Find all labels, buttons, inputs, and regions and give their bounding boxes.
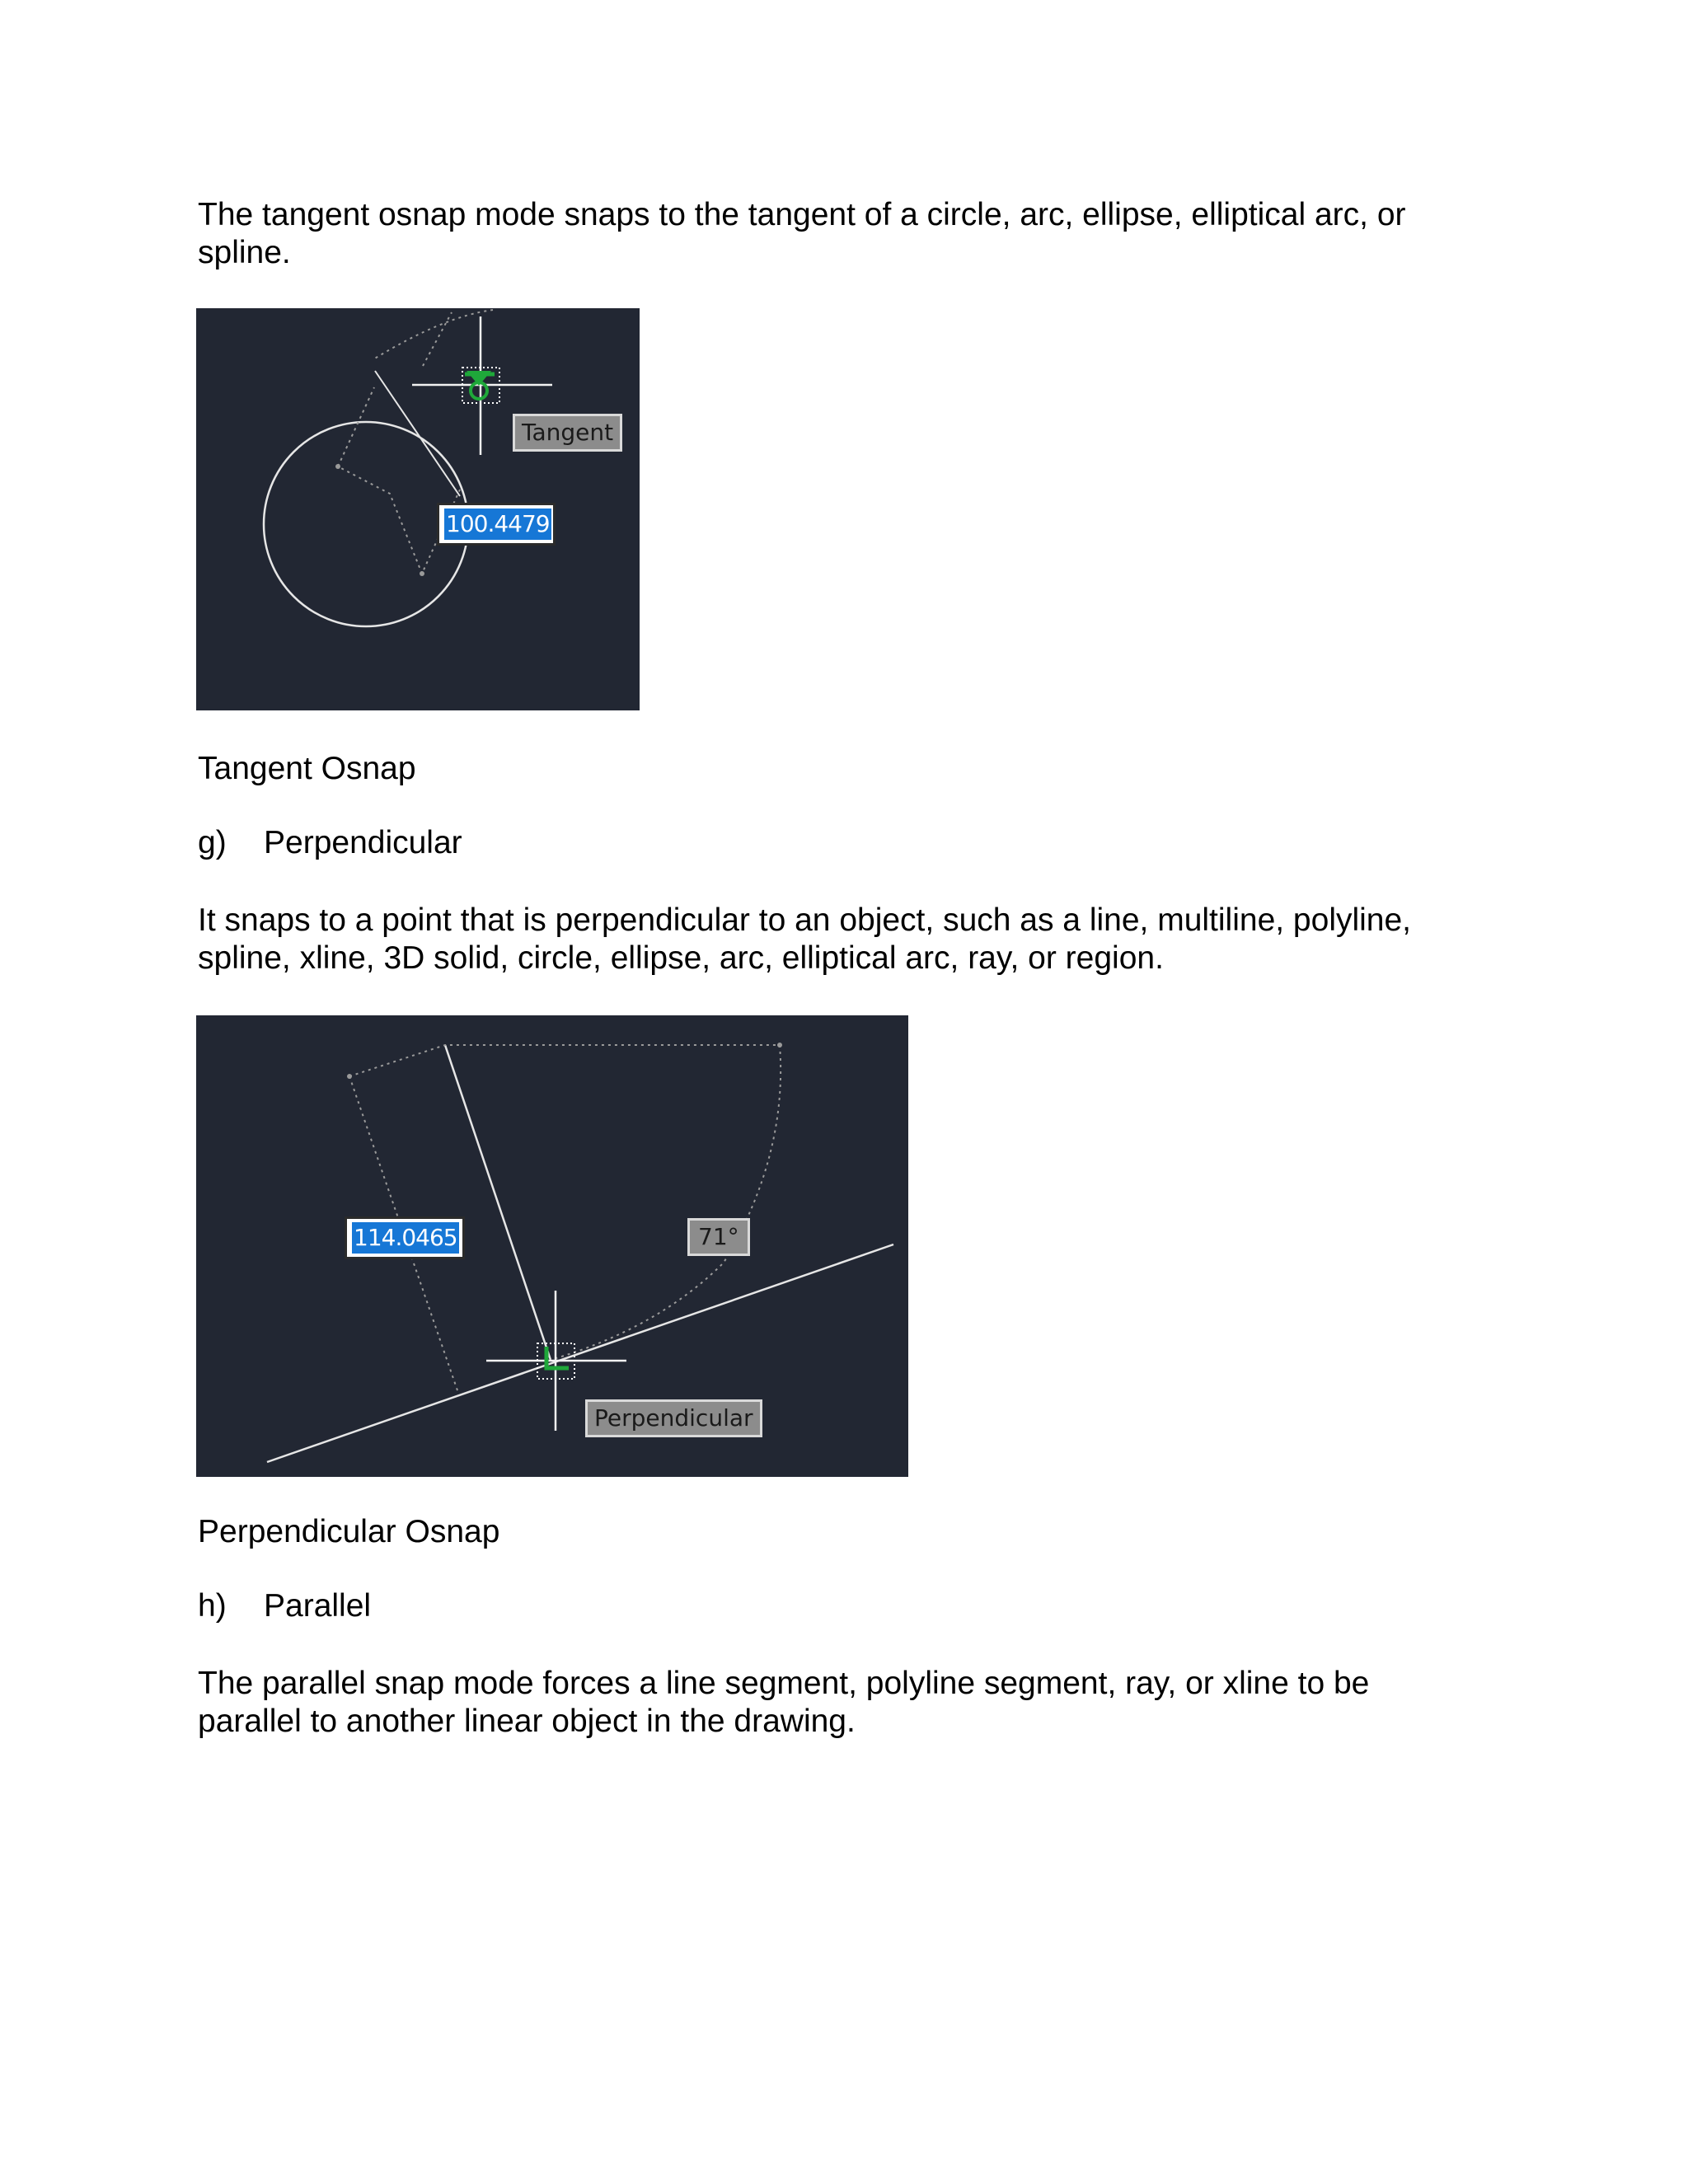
- tangent-drawing: [196, 308, 640, 710]
- grip-point: [335, 464, 340, 469]
- perpendicular-snap-tooltip: Perpendicular: [585, 1399, 762, 1437]
- perpendicular-drawing: [196, 1015, 908, 1477]
- drawn-line-segment: [445, 1045, 551, 1360]
- length-input-field[interactable]: [345, 1216, 465, 1259]
- angle-readout: 71°: [687, 1218, 750, 1256]
- perpendicular-heading-title: Perpendicular: [264, 825, 462, 860]
- dotted-construction-path: [338, 387, 460, 574]
- parallel-heading: [198, 1587, 371, 1625]
- tangent-figure-caption: Tangent Osnap: [198, 751, 416, 786]
- parallel-heading-title: Parallel: [264, 1588, 372, 1624]
- perpendicular-figure-caption: Perpendicular Osnap: [198, 1514, 500, 1549]
- tangent-snap-tooltip: Tangent: [513, 414, 622, 452]
- tangent-osnap-figure: [196, 308, 640, 710]
- dotted-arc-preview: [373, 310, 493, 359]
- length-input-value: 114.0465: [352, 1222, 459, 1254]
- grip-point: [347, 1074, 352, 1079]
- length-input-value: 100.4479: [444, 509, 551, 540]
- dotted-top-edge: [349, 1045, 780, 1076]
- perpendicular-heading-marker: g): [198, 825, 227, 860]
- dotted-rubberband-line: [423, 312, 452, 366]
- length-input-field[interactable]: [437, 503, 556, 546]
- parallel-heading-marker: h): [198, 1588, 227, 1624]
- dotted-angle-arc: [551, 1045, 781, 1360]
- perpendicular-heading: [198, 824, 462, 862]
- base-line-object: [267, 1244, 893, 1462]
- grip-point: [777, 1043, 782, 1047]
- perpendicular-intro-paragraph: It snaps to a point that is perpendicular to an object, such as a line, multiline, polyline, spline, xline, 3D solid, circle, ellipse, arc, elliptical arc, ray, or region.: [198, 902, 1412, 976]
- parallel-intro-paragraph: The parallel snap mode forces a line segment, polyline segment, ray, or xline to be parallel to another linear object in the drawing.: [198, 1666, 1370, 1739]
- tangent-line-segment: [375, 371, 460, 496]
- tangent-intro-paragraph: The tangent osnap mode snaps to the tangent of a circle, arc, ellipse, elliptical arc, or spline.: [198, 197, 1406, 270]
- perpendicular-osnap-figure: [196, 1015, 908, 1477]
- grip-point: [420, 571, 424, 576]
